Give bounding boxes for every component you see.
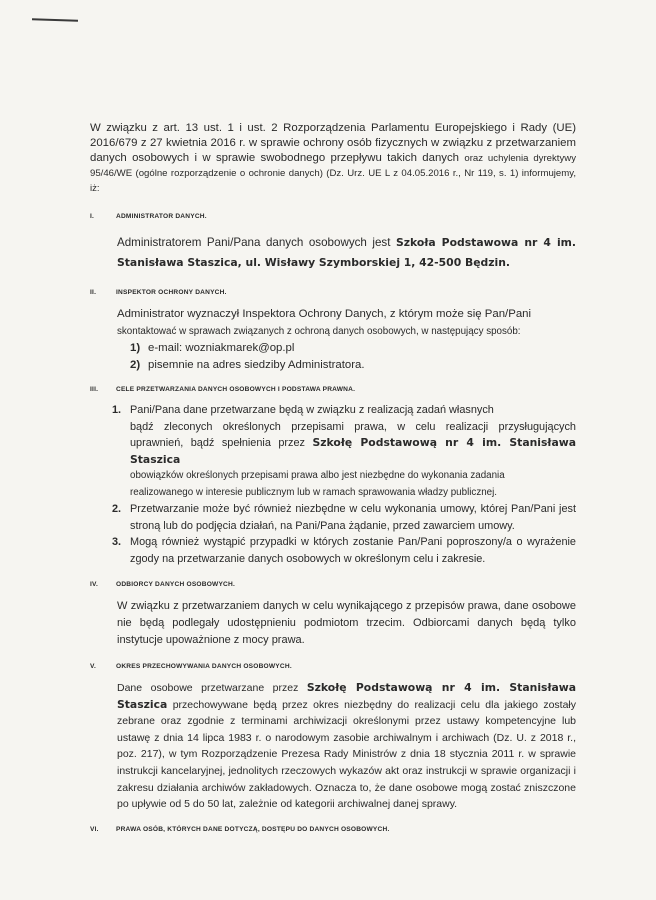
section-2-heading (90, 289, 576, 296)
section-5-text-bold: Szkołę Podstawową nr 4 im. Stanisława Staszica (117, 681, 576, 711)
section-2-line-1: Administrator wyznaczył Inspektora Ochrony Danych, z którym może się Pan/Pani (117, 308, 532, 320)
section-4-number: IV. (90, 581, 99, 588)
list-item-text: Przetwarzanie może być również niezbędne w celu wykonania umowy, której Pan/Pani jest stroną lub do podjęcia działań, na Pani/Pana żądanie, przed zawarciem umowy. (130, 503, 576, 532)
document-body (90, 121, 576, 833)
list-item-line: Pani/Pana dane przetwarzane będą w związku z realizacją zadań własnych (130, 404, 494, 416)
section-3-number: III. (90, 386, 99, 393)
intro-text: W związku z art. 13 ust. 1 i ust. 2 Rozporządzenia Parlamentu Europejskiego i Rady (UE) 2016/679 z 27 kwietnia 2016 r. w sprawie ochrony osób fizycznych w związku z przetwarzaniem danych osobowych i w sprawie swobodnego przepływu takich danych (90, 122, 576, 164)
section-5-text-plain: Dane osobowe przetwarzane przez (117, 682, 307, 694)
list-item-text: e-mail: wozniakmarek@op.pl (148, 342, 295, 354)
section-5-title: OKRES PRZECHOWYWANIA DANYCH OSOBOWYCH. (116, 663, 292, 670)
list-item-number: 2) (130, 359, 141, 371)
section-3-heading (90, 386, 576, 393)
list-item-bold: Szkołę Podstawową nr 4 im. Stanisława Staszica (130, 436, 576, 466)
section-2-line-2: skontaktować w sprawach związanych z ochroną danych osobowych, w następujący sposób: (117, 326, 521, 337)
section-5-text (117, 680, 576, 813)
section-4-title: ODBIORCY DANYCH OSOBOWYCH. (116, 581, 236, 588)
section-1-text-plain: Administratorem Pani/Pana danych osobowych jest (117, 236, 396, 249)
list-item-number: 1. (112, 404, 122, 416)
list-item (112, 501, 576, 534)
section-5-text-rest: przechowywane będą przez okres niezbędny do realizacji celu dla jakiego zostały zebrane oraz zgodnie z terminami archiwizacji określonymi przez ustawy kompetencyjne lub ustawę z dnia 14 lipca 1983 r. o narodowym zasobie archiwalnym i archiwach (Dz. U. z 2018 r., poz. 217), w tym Rozporządzenie Prezesa Rady Ministrów z dnia 18 stycznia 2011 r. w sprawie instrukcji kancelaryjnej, jednolitych rzeczowych wykazów akt oraz instrukcji w sprawie organizacji i zakresu działania archiwów zakładowych. Oznacza to, że dane osobowe mogą zostać zniszczone po upływie od 5 do 50 lat, zależnie od kategorii archiwalnej danej sprawy. (117, 698, 576, 811)
section-6-heading (90, 826, 576, 833)
list-item-line: uprawnień, bądź spełnienia przez (130, 437, 313, 449)
section-1-text-bold: Szkoła Podstawowa nr 4 im. Stanisława Staszica, ul. Wisławy Szymborskiej 1, 42-500 Będzin. (117, 236, 577, 269)
section-5-heading (90, 663, 576, 670)
list-item-line: bądź zleconych określonych przepisami prawa, w celu realizacji przysługujących (130, 420, 576, 433)
list-item-number: 3. (112, 536, 122, 548)
list-item (112, 402, 576, 501)
list-item-line: realizowanego w interesie publicznym lub w ramach sprawowania władzy publicznej. (130, 486, 498, 498)
section-6-number: VI. (90, 825, 99, 833)
list-item-number: 2. (112, 503, 122, 515)
intro-text-small: oraz uchylenia dyrektywy 95/46/WE (ogólne rozporządzenie o ochronie danych) (Dz. Urz. UE L z 04.05.2016 r., Nr 119, s. 1) informujemy, iż: (90, 153, 576, 194)
list-item-text: pisemnie na adres siedziby Administratora. (148, 359, 365, 371)
intro-paragraph (90, 121, 576, 196)
section-1-text (117, 233, 576, 273)
list-item (112, 534, 576, 567)
section-4-text: W związku z przetwarzaniem danych w celu wynikającego z przepisów prawa, dane osobowe nie będą podlegały udostępnieniu podmiotom trzecim. Odbiorcami danych będą tylko instytucje upoważnione z mocy prawa. (117, 600, 576, 646)
pen-mark (32, 18, 78, 22)
list-item-text: Mogą również wystąpić przypadki w których zostanie Pan/Pani poproszony/a o wyrażenie zgody na przetwarzanie danych osobowych w określonym celu i zakresie. (130, 536, 576, 565)
section-3-purpose-list (112, 402, 576, 567)
section-4-heading (90, 581, 576, 588)
section-1-number: I. (90, 213, 95, 220)
section-2-title: INSPEKTOR OCHRONY DANYCH. (116, 289, 227, 296)
section-6-title: PRAWA OSÓB, KTÓRYCH DANE DOTYCZĄ, DOSTĘPU DO DANYCH OSOBOWYCH. (116, 825, 390, 833)
section-2-contact-list (130, 340, 576, 374)
list-item-text (130, 402, 576, 501)
section-1-heading (90, 213, 576, 220)
list-item (130, 357, 576, 374)
list-item-number: 1) (130, 342, 141, 354)
section-2-text (117, 306, 576, 340)
section-1-title: ADMINISTRATOR DANYCH. (116, 213, 207, 220)
list-item-line: obowiązków określonych przepisami prawa albo jest niezbędne do wykonania zadania (130, 470, 505, 481)
section-3-title: CELE PRZETWARZANIA DANYCH OSOBOWYCH I PODSTAWA PRAWNA. (116, 386, 356, 393)
section-5-number: V. (90, 663, 97, 670)
list-item (130, 340, 576, 357)
section-2-number: II. (90, 289, 97, 296)
